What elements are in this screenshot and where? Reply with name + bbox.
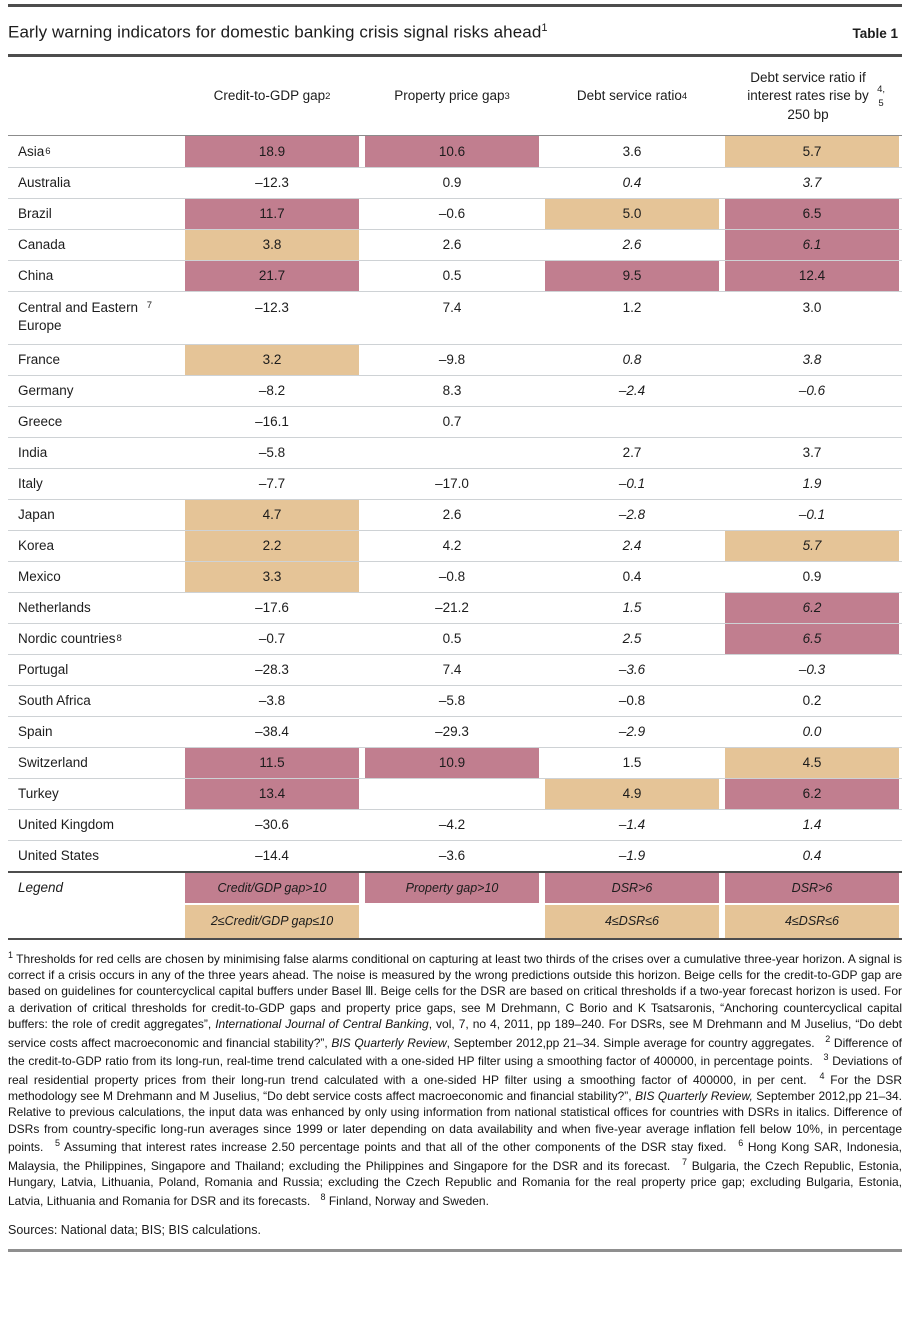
- value-cell: 3.8: [802, 352, 822, 368]
- value-cell: –0.1: [618, 476, 646, 492]
- table-row: [8, 167, 902, 198]
- value-cell: –0.7: [258, 631, 286, 647]
- table-number-label: Table 1: [852, 25, 898, 41]
- country-label: Japan: [18, 507, 55, 523]
- country-label: Mexico: [18, 569, 61, 585]
- value-cell: 4.2: [442, 538, 462, 554]
- value-cell: –5.8: [258, 445, 286, 461]
- value-cell: 0.9: [802, 569, 822, 585]
- footnote-text: Bulgaria, the Czech Republic, Estonia, Hungary, Latvia, Lithuania, Poland, Romania and Russia; excluding the Czech Republic and Romania for the real property price gap; excluding Bulgaria, Estonia, Latvia, Lithuania and Romania for DSR and its forecasts.: [8, 1158, 902, 1208]
- table-row: [8, 499, 902, 530]
- value-cell: –0.6: [438, 206, 466, 222]
- value-cell: –7.7: [258, 476, 286, 492]
- value-cell: 0.0: [802, 724, 822, 740]
- value-cell: –4.2: [438, 817, 466, 833]
- country-label: Greece: [18, 414, 63, 430]
- column-header: Debt service ratio 4: [576, 88, 688, 104]
- value-cell: –9.8: [438, 352, 466, 368]
- legend-cell: 4≤DSR≤6: [722, 905, 902, 938]
- table-row: [8, 229, 902, 260]
- country-label: Canada: [18, 237, 66, 253]
- footnote-citation-italic: International Journal of Central Banking: [215, 1017, 429, 1032]
- legend-cell: DSR>6: [722, 873, 902, 903]
- value-cell: 21.7: [182, 261, 362, 291]
- country-label: Turkey: [18, 786, 59, 802]
- value-cell: 1.9: [802, 476, 822, 492]
- value-cell: –1.4: [618, 817, 646, 833]
- country-label: Spain: [18, 724, 53, 740]
- value-cell: –0.3: [798, 662, 826, 678]
- table-row: [8, 778, 902, 809]
- value-cell: 4.5: [722, 748, 902, 778]
- value-cell: –2.4: [618, 383, 646, 399]
- value-cell: 0.4: [622, 569, 642, 585]
- page-title: [8, 22, 548, 43]
- legend-cell: [362, 905, 542, 938]
- bis-early-warning-table-page: [0, 4, 910, 1252]
- value-cell: 0.4: [802, 848, 822, 864]
- legend-cell: 2≤Credit/GDP gap≤10: [182, 905, 362, 938]
- country-label: Italy: [18, 476, 43, 492]
- table-row: [8, 809, 902, 840]
- table-row: [8, 136, 902, 167]
- legend-cell: Credit/GDP gap>10: [182, 873, 362, 903]
- value-cell: –3.6: [618, 662, 646, 678]
- value-cell: 3.2: [182, 345, 362, 375]
- value-cell: –38.4: [255, 724, 289, 740]
- title-footnote-marker: 1: [541, 22, 548, 34]
- value-cell: 0.4: [622, 175, 642, 191]
- country-label: Netherlands: [18, 600, 91, 616]
- country-label: Nordic countries 8: [18, 631, 122, 647]
- footnote-marker: 3: [823, 1052, 829, 1063]
- table-header-row: [8, 57, 902, 135]
- value-cell: –5.8: [438, 693, 466, 709]
- legend-row: [8, 871, 902, 940]
- value-cell: 0.5: [442, 268, 462, 284]
- value-cell: 4.9: [542, 779, 722, 809]
- value-cell: 0.2: [802, 693, 822, 709]
- value-cell: –2.8: [618, 507, 646, 523]
- value-cell: 0.7: [442, 414, 462, 430]
- table-row: [8, 375, 902, 406]
- sources-line: Sources: National data; BIS; BIS calculations.: [8, 1223, 261, 1238]
- value-cell: 6.5: [722, 199, 902, 229]
- country-label: China: [18, 268, 54, 284]
- legend-cell: DSR>6: [542, 873, 722, 903]
- value-cell: 1.4: [802, 817, 822, 833]
- legend-cell: Property gap>10: [362, 873, 542, 903]
- value-cell: –1.9: [618, 848, 646, 864]
- value-cell: –17.6: [255, 600, 289, 616]
- value-cell: 10.6: [362, 136, 542, 167]
- value-cell: –12.3: [255, 175, 289, 191]
- footnote-text: Finland, Norway and Sweden.: [325, 1193, 489, 1208]
- footnote-marker: 6: [738, 1138, 744, 1149]
- table-row: [8, 344, 902, 375]
- country-label: United States: [18, 848, 100, 864]
- value-cell: 3.7: [802, 175, 822, 191]
- country-label: Portugal: [18, 662, 69, 678]
- footnote-text: Thresholds for red cells are chosen by minimising false alarms conditional on capturing at least two thirds of the crises over a cumulative three-year horizon. A signal is correct if a crisis occurs in any of the three years ahead. The noise is measured by the wrong predictions outside this horizon. Beige cells for the credit-to-GDP gap are based on guidelines for countercyclical capital buffers under Basel Ⅲ. Beige cells for the DSR are based on critical thresholds if a two-year forecast horizon is used. For a derivation of critical thresholds for credit-to-GDP gaps and property price gaps, see M Drehmann, C Borio and K Tsatsaronis, “Anchoring countercyclical capital buffers: the role of credit aggregates”,: [8, 951, 902, 1032]
- value-cell: 3.8: [182, 230, 362, 260]
- value-cell: 6.2: [722, 779, 902, 809]
- value-cell: 9.5: [542, 261, 722, 291]
- value-cell: 2.4: [622, 538, 642, 554]
- table-row: [8, 840, 902, 871]
- column-header: Credit-to-GDP gap 2: [213, 88, 331, 104]
- table-row: [8, 561, 902, 592]
- footnote-text: Hong Kong SAR, Indonesia, Malaysia, the Philippines, Singapore and Thailand; excluding the Philippines and Singapore for the DSR and its forecast.: [8, 1140, 902, 1173]
- value-cell: 2.6: [622, 237, 642, 253]
- value-cell: 5.7: [722, 531, 902, 561]
- table-row: [8, 260, 902, 291]
- value-cell: 5.7: [722, 136, 902, 167]
- value-cell: 18.9: [182, 136, 362, 167]
- country-label: Korea: [18, 538, 55, 554]
- country-label: France: [18, 352, 61, 368]
- value-cell: –8.2: [258, 383, 286, 399]
- value-cell: –3.6: [438, 848, 466, 864]
- legend-label: Legend: [18, 879, 64, 895]
- value-cell: 8.3: [442, 383, 462, 399]
- value-cell: 3.6: [622, 143, 642, 159]
- country-label: Australia: [18, 175, 71, 191]
- country-label: South Africa: [18, 693, 91, 709]
- column-header: Debt service ratio if interest rates rise by 250 bp 4, 5: [747, 69, 885, 122]
- value-cell: 1.5: [622, 600, 642, 616]
- country-label: Brazil: [18, 206, 52, 222]
- value-cell: 11.5: [182, 748, 362, 778]
- country-label: Switzerland: [18, 755, 88, 771]
- value-cell: 6.1: [722, 230, 902, 260]
- value-cell: 2.2: [182, 531, 362, 561]
- value-cell: –29.3: [435, 724, 469, 740]
- table-row: [8, 406, 902, 437]
- footnotes-block: [8, 949, 902, 1210]
- table-body: [8, 135, 902, 871]
- table-row: [8, 530, 902, 561]
- table-row: [8, 198, 902, 229]
- value-cell: 11.7: [182, 199, 362, 229]
- country-label: Germany: [18, 383, 74, 399]
- footnote-text: Assuming that interest rates increase 2.50 percentage points and that all of the other components of the DSR stay fixed.: [60, 1140, 732, 1155]
- footnote-text: Deviations of real residential property prices from their long-run trend calculated with a one-sided HP filter using a smoothing factor of 400000, in per cent.: [8, 1054, 903, 1087]
- country-label: United Kingdom: [18, 817, 115, 833]
- value-cell: [362, 779, 542, 809]
- table-row: [8, 291, 902, 344]
- bottom-rule: [8, 1249, 902, 1252]
- value-cell: 6.2: [722, 593, 902, 623]
- table-row: [8, 437, 902, 468]
- country-label: India: [18, 445, 48, 461]
- footnote-text: For the DSR methodology see M Drehmann and M Juselius, “Do debt service costs affect macroeconomic and financial stability?”,: [8, 1072, 903, 1104]
- value-cell: –21.2: [435, 600, 469, 616]
- footnote-text: September 2012,pp 21–34. Relative to previous calculations, the input data was enhanced by only using information from national statistical offices for countries with DSRs in italics. Difference of DSRs from country-specific long-run averages since 1999 or later depending on data availability and when five-year average inflation fell below 10%, in percentage points.: [8, 1089, 903, 1155]
- value-cell: [542, 407, 722, 437]
- title-row: [8, 7, 902, 54]
- value-cell: 7.4: [442, 299, 462, 315]
- value-cell: [362, 438, 542, 468]
- value-cell: 0.9: [442, 175, 462, 191]
- value-cell: 7.4: [442, 662, 462, 678]
- footnote-marker: 7: [681, 1156, 687, 1167]
- legend-cell: 4≤DSR≤6: [542, 905, 722, 938]
- value-cell: 0.8: [622, 352, 642, 368]
- footnote-marker: 1: [8, 949, 14, 960]
- value-cell: –12.3: [255, 299, 289, 315]
- value-cell: 4.7: [182, 500, 362, 530]
- value-cell: [722, 407, 902, 437]
- value-cell: 2.5: [622, 631, 642, 647]
- value-cell: –0.1: [798, 507, 826, 523]
- table-row: [8, 716, 902, 747]
- value-cell: 5.0: [542, 199, 722, 229]
- value-cell: –0.8: [438, 569, 466, 585]
- footnote-text: Difference of the credit-to-GDP ratio from its long-run, real-time trend calculated with a one-sided HP filter using a smoothing factor of 400000, in percentage points.: [8, 1035, 903, 1069]
- value-cell: –3.8: [258, 693, 286, 709]
- value-cell: 6.5: [722, 624, 902, 654]
- value-cell: 0.5: [442, 631, 462, 647]
- footnote-citation-italic: BIS Quarterly Review,: [635, 1089, 753, 1104]
- value-cell: 12.4: [722, 261, 902, 291]
- table-row: [8, 685, 902, 716]
- country-label: Central and Eastern Europe $^7$: [18, 299, 152, 334]
- value-cell: 3.3: [182, 562, 362, 592]
- table-row: [8, 747, 902, 778]
- column-header: Property price gap 3: [394, 88, 510, 104]
- value-cell: –16.1: [255, 414, 289, 430]
- table-row: [8, 592, 902, 623]
- country-label: Asia 6: [18, 143, 51, 159]
- value-cell: –28.3: [255, 662, 289, 678]
- value-cell: 2.6: [442, 237, 462, 253]
- footnote-citation-italic: BIS Quarterly Review: [331, 1035, 447, 1050]
- page-title-text: Early warning indicators for domestic banking crisis signal risks ahead: [8, 22, 542, 42]
- value-cell: –2.9: [618, 724, 646, 740]
- value-cell: –17.0: [435, 476, 469, 492]
- value-cell: 3.7: [802, 445, 822, 461]
- footnote-marker: 5: [55, 1138, 61, 1149]
- value-cell: 1.2: [622, 299, 642, 315]
- row-label-header-spacer: [8, 69, 182, 125]
- footnote-text: , vol, 7, no 4, 2011, pp 189–240. For DSRs, see M Drehmann and M Juselius, “Do debt service costs affect macroeconomic and financial stability?”,: [8, 1017, 903, 1050]
- value-cell: –14.4: [255, 848, 289, 864]
- value-cell: 3.0: [802, 299, 822, 315]
- footnote-text: , September 2012,pp 21–34. Simple average for country aggregates.: [446, 1035, 819, 1050]
- value-cell: 13.4: [182, 779, 362, 809]
- footnote-marker: 2: [825, 1033, 831, 1044]
- value-cell: 10.9: [362, 748, 542, 778]
- value-cell: –0.8: [618, 693, 646, 709]
- table-row: [8, 468, 902, 499]
- value-cell: 2.6: [442, 507, 462, 523]
- value-cell: 2.7: [622, 445, 642, 461]
- table-row: [8, 654, 902, 685]
- value-cell: –30.6: [255, 817, 289, 833]
- value-cell: 1.5: [622, 755, 642, 771]
- value-cell: –0.6: [798, 383, 826, 399]
- footnote-marker: 4: [819, 1070, 825, 1081]
- footnote-marker: 8: [320, 1191, 326, 1202]
- table-row: [8, 623, 902, 654]
